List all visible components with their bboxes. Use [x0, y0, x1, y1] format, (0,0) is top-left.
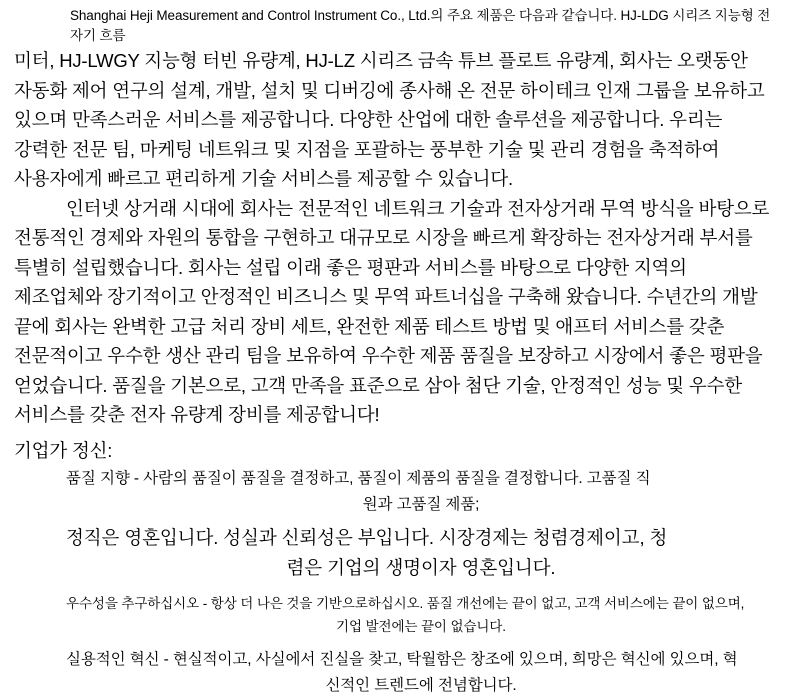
value-innovation-line-2: 신적인 트렌드에 전념합니다. — [325, 676, 517, 694]
value-integrity-line-1: 정직은 영혼입니다. 성실과 신뢰성은 부입니다. 시장경제는 청렴경제이고, 청 — [66, 526, 668, 548]
value-innovation-line-1: 실용적인 혁신 - 현실적이고, 사실에서 진실을 찾고, 탁월함은 창조에 있으며, 희망은 혁신에 있으며, 혁 — [66, 650, 738, 668]
ecommerce-paragraph: 인터넷 상거래 시대에 회사는 전문적인 네트워크 기술과 전자상거래 무역 방식을 바탕으로 전통적인 경제와 자원의 통합을 구현하고 대규모로 시장을 빠르게 확장하는 전자상거래 부서를 특별히 설립했습니다. 회사는 설립 이래 좋은 평판과 서비스를 바탕으로 다양한 지역의 제조업체와 장기적이고 안정적인 비즈니스 및 무역 파트너십을 구축해 왔습니다. 수년간의 개발 끝에 회사는 완벽한 고급 처리 장비 세트, 완전한 제품 테스트 방법 및 애프터 서비스를 갖춘 전문적이고 우수한 생산 관리 팀을 보유하여 우수한 제품 품질을 보장하고 시장에서 좋은 평판을 얻었습니다. 품질을 기본으로, 고객 만족을 표준으로 삼아 첨단 기술, 안정적인 성능 및 우수한 서비스를 갖춘 전자 유량계 장비를 제공합니다! — [14, 197, 770, 425]
value-integrity-line-2: 렴은 기업의 생명이자 영혼입니다. — [286, 556, 556, 578]
values-list — [14, 466, 776, 699]
entrepreneurship-heading: 기업가 정신: — [14, 439, 113, 461]
value-excellence-line-2: 기업 발전에는 끝이 없습니다. — [336, 618, 506, 634]
company-intro-lead-line: Shanghai Heji Measurement and Control Instrument Co., Ltd.의 주요 제품은 다음과 같습니다. HJ-LDG 시리즈 지능형 전자기 흐름 — [70, 8, 771, 43]
value-excellence-line-1: 우수성을 추구하십시오 - 항상 더 나은 것을 기반으로하십시오. 품질 개선에는 끝이 없고, 고객 서비스에는 끝이 없으며, — [66, 595, 745, 611]
value-quality-line-1: 품질 지향 - 사람의 품질이 품질을 결정하고, 품질이 제품의 품질을 결정합니다. 고품질 직 — [66, 469, 651, 487]
value-quality-line-2: 원과 고품질 제품; — [362, 495, 480, 513]
company-intro-paragraph: 미터, HJ-LWGY 지능형 터빈 유량계, HJ-LZ 시리즈 금속 튜브 플로트 유량계, 회사는 오랫동안 자동화 제어 연구의 설계, 개발, 설치 및 디버깅에 종사해 온 전문 하이테크 인재 그룹을 보유하고 있으며 만족스러운 서비스를 제공합니다. 다양한 산업에 대한 솔루션을 제공합니다. 우리는 강력한 전문 팀, 마케팅 네트워크 및 지점을 포괄하는 풍부한 기술 및 관리 경험을 축적하여 사용자에게 빠르고 편리하게 기술 서비스를 제공할 수 있습니다. — [14, 50, 765, 189]
